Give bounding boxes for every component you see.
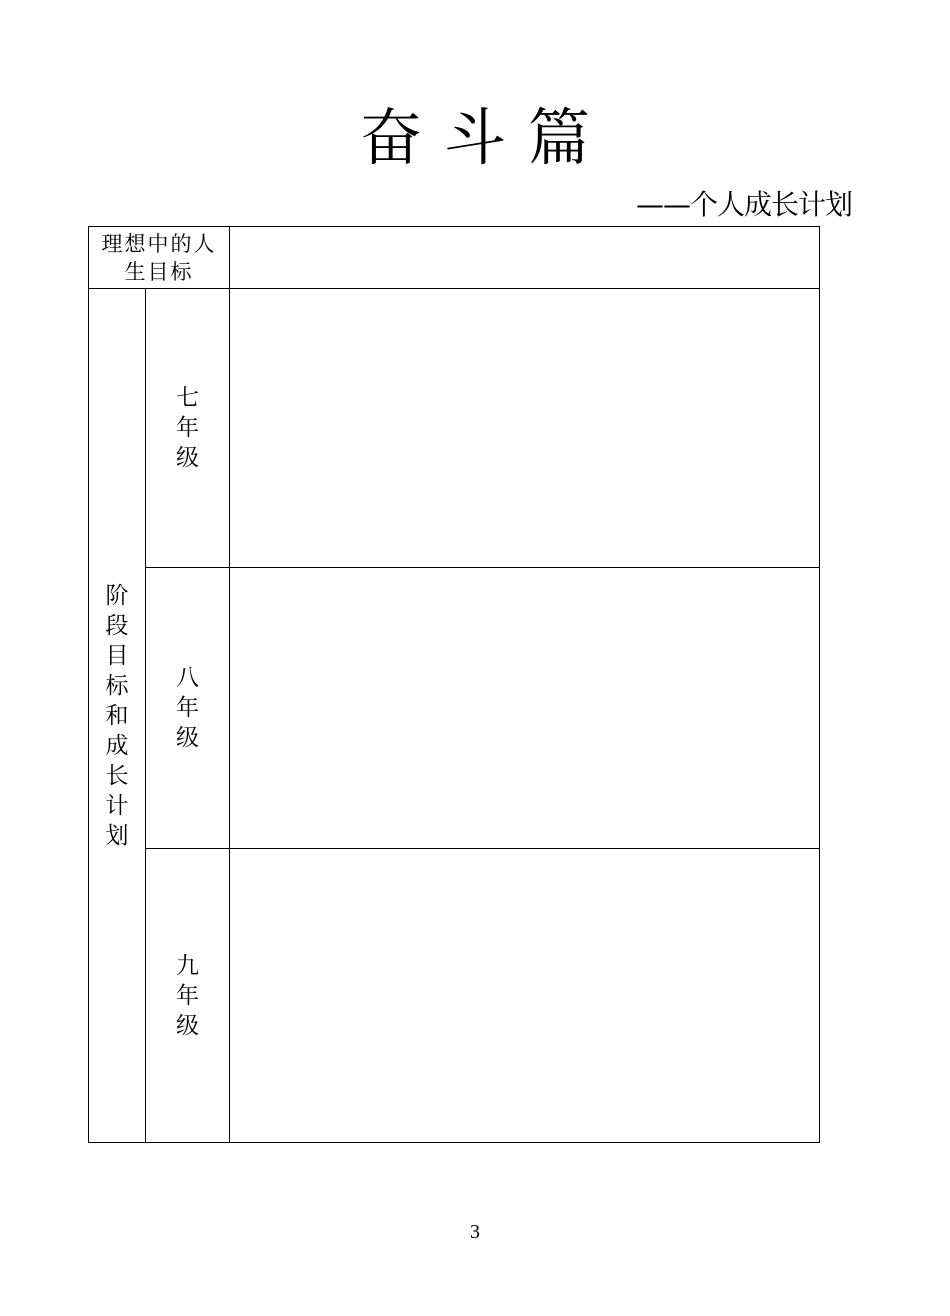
grade-8-label: 八年级	[176, 665, 199, 751]
growth-plan-table	[88, 226, 820, 1143]
stage-label-cell	[89, 289, 146, 1143]
ideal-goal-input-cell[interactable]	[230, 227, 820, 289]
table-row-ideal-goal	[89, 227, 820, 289]
grade-7-plan-cell[interactable]	[230, 289, 820, 568]
page-title: 奋斗篇	[359, 101, 612, 174]
table-row-grade-8	[89, 568, 820, 849]
grade-9-label: 九年级	[176, 952, 199, 1039]
ideal-goal-label: 理想中的人生目标	[101, 231, 217, 284]
ideal-goal-label-cell	[89, 227, 230, 289]
table-row-grade-7	[89, 289, 820, 568]
page-subtitle: ——个人成长计划	[635, 188, 852, 221]
grade-8-plan-cell[interactable]	[230, 568, 820, 849]
grade-9-plan-cell[interactable]	[230, 849, 820, 1143]
grade-7-label-cell	[146, 289, 230, 568]
table-row-grade-9	[89, 849, 820, 1143]
grade-7-label: 七年级	[176, 385, 199, 471]
grade-8-label-cell	[146, 568, 230, 849]
stage-label: 阶段目标和成长计划	[105, 582, 129, 849]
page-number: 3	[470, 1221, 480, 1243]
grade-9-label-cell	[146, 849, 230, 1143]
